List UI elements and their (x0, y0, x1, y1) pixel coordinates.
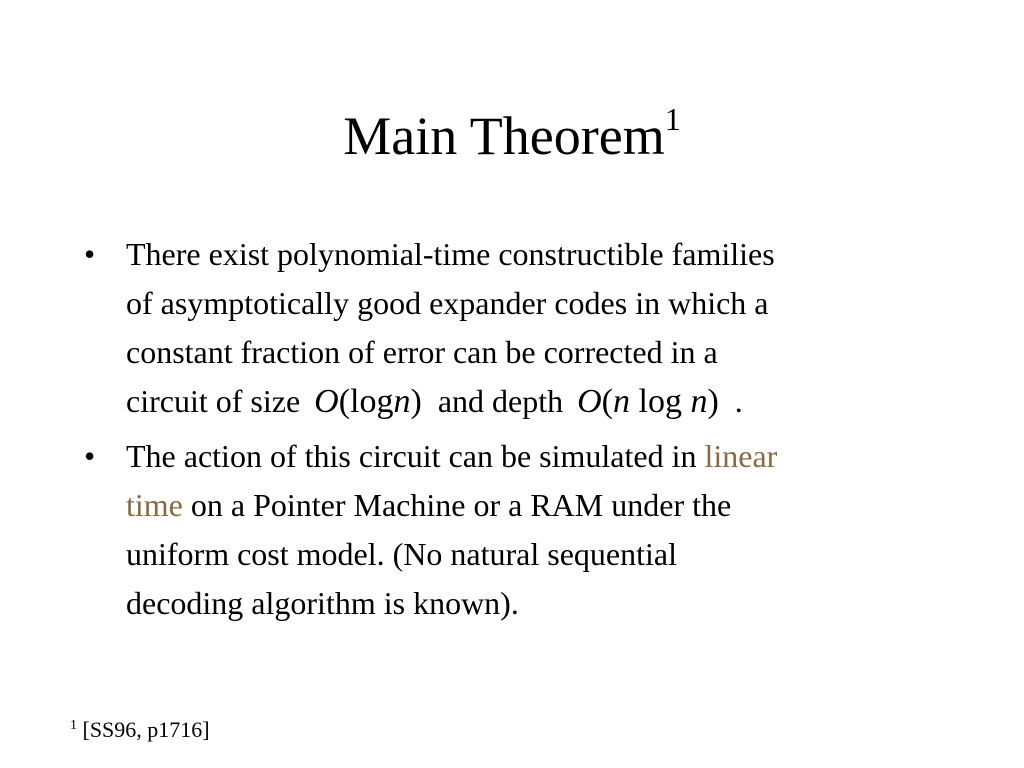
bullet-line: time on a Pointer Machine or a RAM under the (126, 487, 732, 523)
math-depth: O(n log n) (577, 383, 719, 420)
math-circuit-size: O(logn) (314, 383, 422, 420)
circuit-size-label: circuit of size (126, 383, 301, 419)
bullet-item-main-theorem (84, 230, 964, 426)
footnote-citation: [SS96, p1716] (82, 717, 210, 742)
footnote (70, 715, 210, 745)
bullet-line-with-math (126, 377, 964, 426)
footnote-mark: 1 (70, 718, 77, 733)
bullet-item-linear-time (84, 432, 964, 628)
bullet-dot-icon: • (84, 236, 96, 272)
bullet-list (84, 230, 964, 634)
bullet-line: decoding algorithm is known). (126, 585, 519, 621)
depth-label: and depth (437, 383, 564, 419)
slide-title-text: Main Theorem (343, 106, 665, 166)
title-footnote-mark: 1 (664, 101, 681, 137)
sentence-period: . (734, 383, 743, 419)
bullet-line: uniform cost model. (No natural sequential (126, 536, 677, 572)
highlight-time: time (126, 487, 183, 523)
bullet-dot-icon: • (84, 438, 96, 474)
slide-title (0, 96, 1024, 176)
highlight-linear: linear (704, 438, 778, 474)
bullet-line: The action of this circuit can be simulated in linear (126, 438, 778, 474)
bullet-line: There exist polynomial-time constructible families (126, 236, 775, 272)
bullet-line: of asymptotically good expander codes in which a (126, 285, 769, 321)
bullet-line: constant fraction of error can be corrected in a (126, 334, 718, 370)
